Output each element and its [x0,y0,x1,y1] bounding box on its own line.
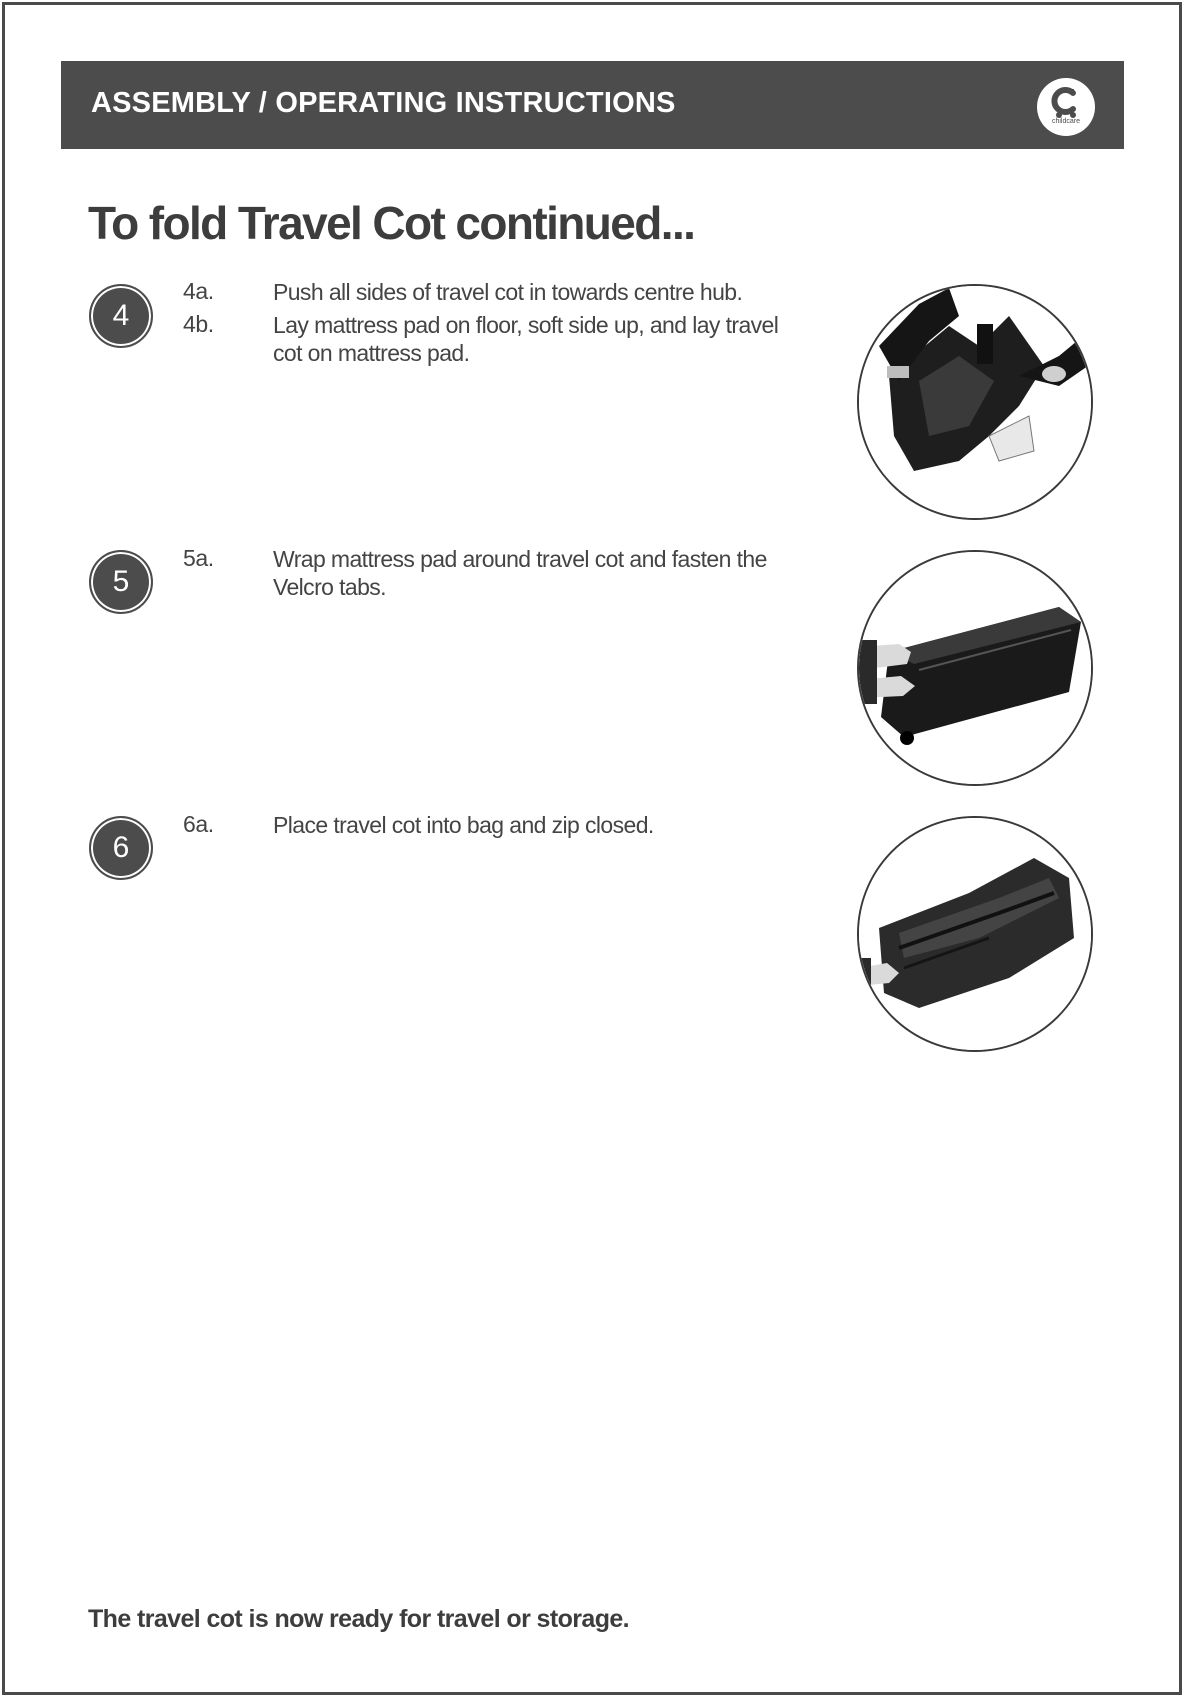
step-6-badge: 6 [89,816,153,880]
folding-cot-photo [857,284,1093,520]
substep-4b-text: Lay mattress pad on floor, soft side up, and lay travel cot on mattress pad. [273,312,779,366]
substep-5a-text: Wrap mattress pad around travel cot and fasten the Velcro tabs. [273,546,767,600]
step-5-badge: 5 [89,550,153,614]
wrapped-cot-photo [857,550,1093,786]
substep-4a-text: Push all sides of travel cot in towards centre hub. [273,279,743,305]
page-heading: To fold Travel Cot continued... [88,197,695,249]
logo-wordmark: childcare [1051,118,1080,125]
footer-note: The travel cot is now ready for travel or storage. [88,1605,630,1633]
childcare-logo [1037,78,1095,136]
childcare-logo-icon [1037,78,1095,136]
header-bar [61,61,1124,149]
substep-6a-text: Place travel cot into bag and zip closed. [273,812,654,838]
step-4-badge: 4 [89,284,153,348]
substep-4a-id: 4a. [183,278,214,304]
cot-in-bag-photo [857,816,1093,1052]
header-title: ASSEMBLY / OPERATING INSTRUCTIONS [91,87,676,119]
substep-4b-id: 4b. [183,311,214,337]
substep-5a-id: 5a. [183,545,214,571]
substep-6a-id: 6a. [183,811,214,837]
